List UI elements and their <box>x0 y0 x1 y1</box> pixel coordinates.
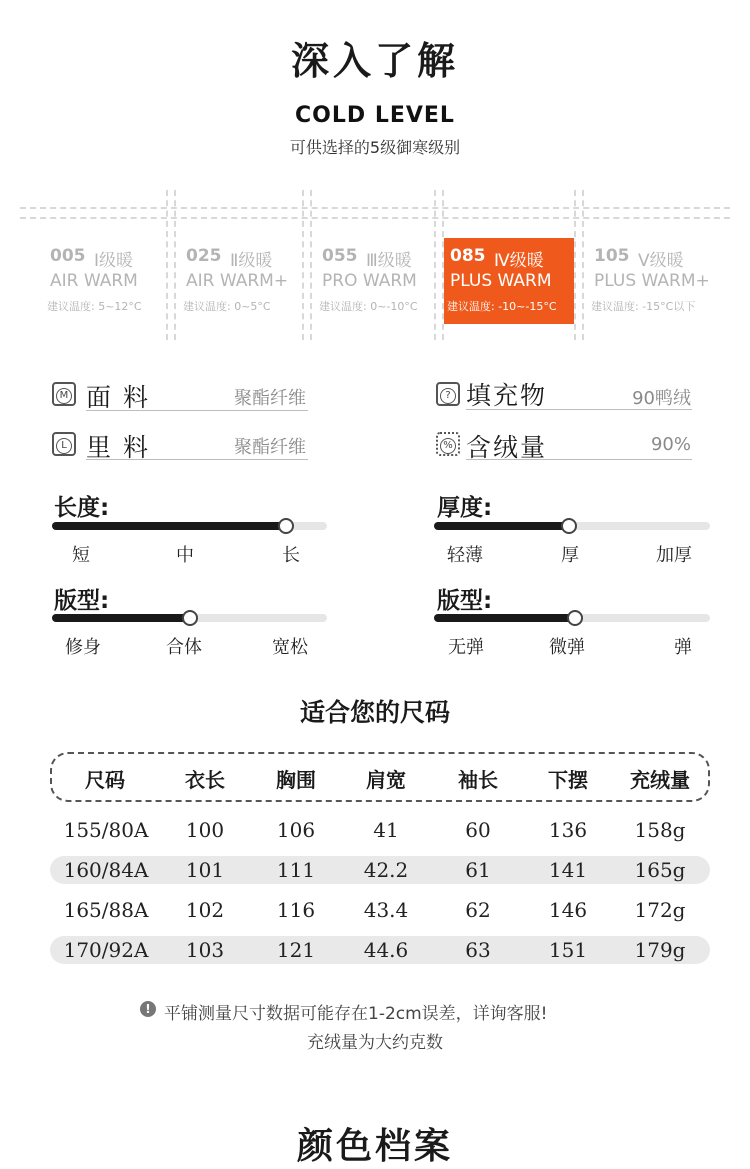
slider-knob <box>561 518 577 534</box>
level-temperature: 建议温度: 0~-10°C <box>319 300 418 313</box>
slider-label: 宽松 <box>272 637 308 658</box>
level-code: 005 <box>50 246 86 266</box>
level-grade: Ⅱ级暖 <box>230 251 273 271</box>
cell: 165g <box>634 858 686 882</box>
column-header: 胸围 <box>276 768 316 792</box>
slider-fill <box>434 614 575 622</box>
fabric-label: 面 料 <box>86 383 150 412</box>
cell: 61 <box>465 858 491 882</box>
level-name: AIR WARM <box>50 271 138 291</box>
cell: 165/88A <box>63 898 149 922</box>
size-table-title: 适合您的尺码 <box>299 698 450 727</box>
cell: 172g <box>634 898 686 922</box>
down-percent-icon: % <box>436 432 460 456</box>
cell: 121 <box>276 938 316 962</box>
fabric-icon: M <box>52 382 76 406</box>
cell: 101 <box>185 858 225 882</box>
level-temperature: 建议温度: 5~12°C <box>47 300 142 313</box>
cell: 179g <box>634 938 686 962</box>
cell: 103 <box>185 938 225 962</box>
level-grade: Ⅳ级暖 <box>494 251 544 271</box>
level-code: 105 <box>594 246 630 266</box>
level-code: 085 <box>450 246 486 266</box>
warning-icon: ! <box>140 1001 156 1017</box>
slider-fill <box>434 522 569 530</box>
cell: 42.2 <box>363 858 409 882</box>
slider-knob <box>567 610 583 626</box>
column-header: 下摆 <box>548 768 588 792</box>
cold-level-subtitle: 可供选择的5级御寒级别 <box>289 138 461 157</box>
slider-title: 厚度: <box>437 495 493 521</box>
down-weight-note: 充绒量为大约克数 <box>307 1033 443 1053</box>
slider-label: 轻薄 <box>447 545 483 566</box>
level-code: 025 <box>186 246 222 266</box>
slider-label: 合体 <box>166 637 202 658</box>
cell: 60 <box>465 818 491 842</box>
cell: 151 <box>548 938 588 962</box>
column-header: 尺码 <box>85 768 125 792</box>
strip-divider <box>20 207 730 209</box>
cell: 43.4 <box>363 898 409 922</box>
color-section-title: 颜色档案 <box>296 1126 453 1167</box>
level-grade: Ⅲ级暖 <box>366 251 412 271</box>
cell: 62 <box>465 898 491 922</box>
filling-icon: ? <box>436 382 460 406</box>
cell: 44.6 <box>363 938 409 962</box>
level-card-4-selected[interactable] <box>444 238 574 324</box>
cell: 136 <box>548 818 588 842</box>
slider-label: 中 <box>176 545 194 566</box>
slider-track <box>434 614 710 622</box>
level-card-1[interactable] <box>44 238 178 324</box>
lining-label: 里 料 <box>86 433 150 462</box>
level-name: PLUS WARM+ <box>594 271 710 291</box>
slider-label: 长 <box>282 545 300 566</box>
column-header: 充绒量 <box>630 768 690 792</box>
slider-label: 加厚 <box>656 545 692 566</box>
cell: 100 <box>185 818 225 842</box>
level-card-3[interactable] <box>316 238 450 324</box>
cell: 41 <box>373 818 399 842</box>
lining-icon: L <box>52 432 76 456</box>
cell: 63 <box>465 938 491 962</box>
strip-divider <box>574 190 576 340</box>
slider-title: 长度: <box>54 495 110 521</box>
lining-value: 聚酯纤维 <box>234 437 306 458</box>
slider-label: 弹 <box>674 637 692 658</box>
down-content-value: 90% <box>650 434 691 455</box>
level-grade: Ⅰ级暖 <box>94 251 134 271</box>
level-name: PLUS WARM <box>450 271 552 291</box>
slider-label: 短 <box>72 545 90 566</box>
cell: 141 <box>548 858 588 882</box>
level-card-5[interactable] <box>588 238 728 324</box>
strip-divider <box>582 190 584 340</box>
level-grade: Ⅴ级暖 <box>638 251 684 271</box>
cell: 102 <box>185 898 225 922</box>
slider-track <box>434 522 710 530</box>
cold-level-title: COLD LEVEL <box>295 103 455 128</box>
level-name: AIR WARM+ <box>186 271 289 291</box>
slider-knob <box>182 610 198 626</box>
level-temperature: 建议温度: 0~5°C <box>183 300 271 313</box>
cell: 155/80A <box>63 818 149 842</box>
cell: 170/92A <box>63 938 149 962</box>
filling-value: 90鸭绒 <box>632 388 691 409</box>
cell: 111 <box>276 858 316 882</box>
slider-track <box>52 614 327 622</box>
slider-label: 修身 <box>65 637 101 658</box>
column-header: 袖长 <box>458 768 498 792</box>
strip-divider <box>20 217 730 219</box>
slider-label: 厚 <box>561 545 579 566</box>
slider-knob <box>278 518 294 534</box>
slider-title: 版型: <box>54 588 110 614</box>
cell: 158g <box>634 818 686 842</box>
slider-title: 版型: <box>437 588 493 614</box>
underline <box>466 459 692 460</box>
cell: 146 <box>548 898 588 922</box>
level-code: 055 <box>322 246 358 266</box>
down-content-label: 含绒量 <box>466 433 548 462</box>
fabric-value: 聚酯纤维 <box>234 388 306 409</box>
slider-label: 微弹 <box>549 637 585 658</box>
slider-fill <box>52 522 286 530</box>
level-temperature: 建议温度: -10~-15°C <box>447 300 557 313</box>
level-card-2[interactable] <box>180 238 314 324</box>
cell: 160/84A <box>63 858 149 882</box>
underline <box>86 410 308 411</box>
cell: 106 <box>276 818 316 842</box>
underline <box>86 459 308 460</box>
column-header: 肩宽 <box>366 768 406 792</box>
filling-label: 填充物 <box>466 381 548 410</box>
slider-label: 无弹 <box>448 637 484 658</box>
slider-track <box>52 522 327 530</box>
page-title: 深入了解 <box>290 39 459 83</box>
column-header: 衣长 <box>185 768 225 792</box>
slider-fill <box>52 614 190 622</box>
level-name: PRO WARM <box>322 271 417 291</box>
cell: 116 <box>276 898 316 922</box>
level-temperature: 建议温度: -15°C以下 <box>591 300 696 313</box>
underline <box>466 409 692 410</box>
measurement-note: 平铺测量尺寸数据可能存在1-2cm误差，详询客服! <box>164 1004 548 1024</box>
